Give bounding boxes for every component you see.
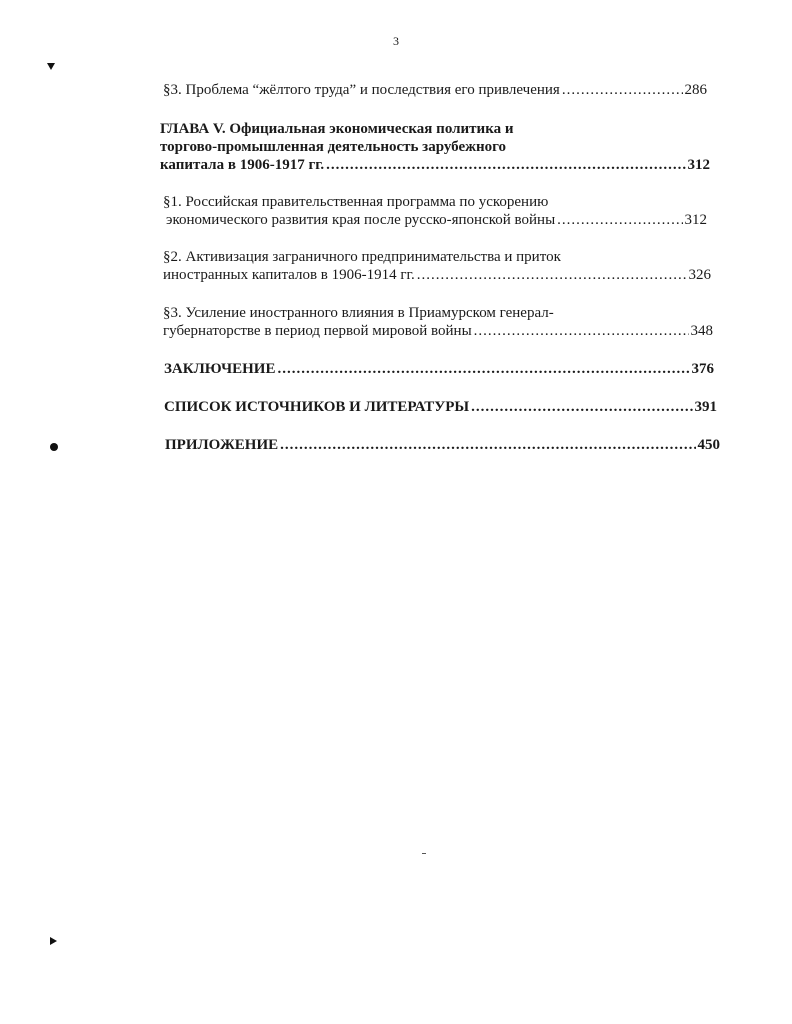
toc-sources	[164, 398, 717, 416]
toc-chapter-title-line-2: торгово-промышленная деятельность зарубежного	[160, 139, 507, 155]
toc-conclusion	[164, 360, 714, 378]
scan-speck	[422, 853, 426, 854]
toc-leader-dots	[417, 266, 687, 284]
toc-appendix-title: ПРИЛОЖЕНИЕ	[165, 437, 279, 453]
toc-entry-page: 312	[684, 212, 707, 228]
toc-sources-title: СПИСОК ИСТОЧНИКОВ И ЛИТЕРАТУРЫ	[164, 399, 470, 415]
toc-chapter-title-line-1: ГЛАВА V. Официальная экономическая политика и	[160, 121, 514, 137]
toc-entry-section-3-foreign-influence	[163, 304, 713, 340]
toc-entry-section-1-government-program	[163, 193, 707, 229]
toc-entry-title-line-1: §3. Усиление иностранного влияния в Приамурском генерал-	[163, 305, 554, 321]
toc-chapter-5	[160, 120, 710, 174]
toc-entry-title-line-2: губернаторстве в период первой мировой войны	[163, 323, 472, 339]
toc-appendix	[165, 436, 720, 454]
toc-leader-dots	[280, 436, 695, 454]
toc-sources-page: 391	[694, 399, 717, 415]
toc-leader-dots	[277, 360, 689, 378]
toc-entry-title: §3. Проблема “жёлтого труда” и последствия его привлечения	[163, 82, 560, 98]
toc-chapter-page: 312	[687, 157, 710, 173]
toc-leader-dots	[562, 81, 683, 99]
toc-entry-page: 348	[690, 323, 713, 339]
toc-leader-dots	[557, 211, 682, 229]
page-number: 3	[393, 34, 399, 48]
toc-entry-title-line-1: §1. Российская правительственная программа по ускорению	[163, 194, 549, 210]
toc-leader-dots	[474, 322, 689, 340]
toc-leader-dots	[326, 156, 685, 174]
toc-entry-section-2-foreign-capital	[163, 248, 711, 284]
toc-entry-page: 286	[684, 82, 707, 98]
toc-entry-section-3-yellow-labor	[163, 81, 707, 99]
toc-leader-dots	[471, 398, 692, 416]
toc-entry-title-line-1: §2. Активизация заграничного предпринимательства и приток	[163, 249, 561, 265]
toc-conclusion-title: ЗАКЛЮЧЕНИЕ	[164, 361, 276, 377]
toc-appendix-page: 450	[697, 437, 720, 453]
toc-entry-page: 326	[688, 267, 711, 283]
toc-chapter-title-line-3: капитала в 1906-1917 гг.	[160, 157, 325, 173]
toc-entry-title-line-2: иностранных капиталов в 1906-1914 гг.	[163, 267, 415, 283]
margin-mark-top	[47, 63, 55, 70]
toc-conclusion-page: 376	[691, 361, 714, 377]
margin-mark-bottom	[50, 937, 57, 945]
margin-mark-middle	[50, 443, 58, 451]
toc-entry-title-line-2: экономического развития края после русско-японской войны	[166, 212, 556, 228]
